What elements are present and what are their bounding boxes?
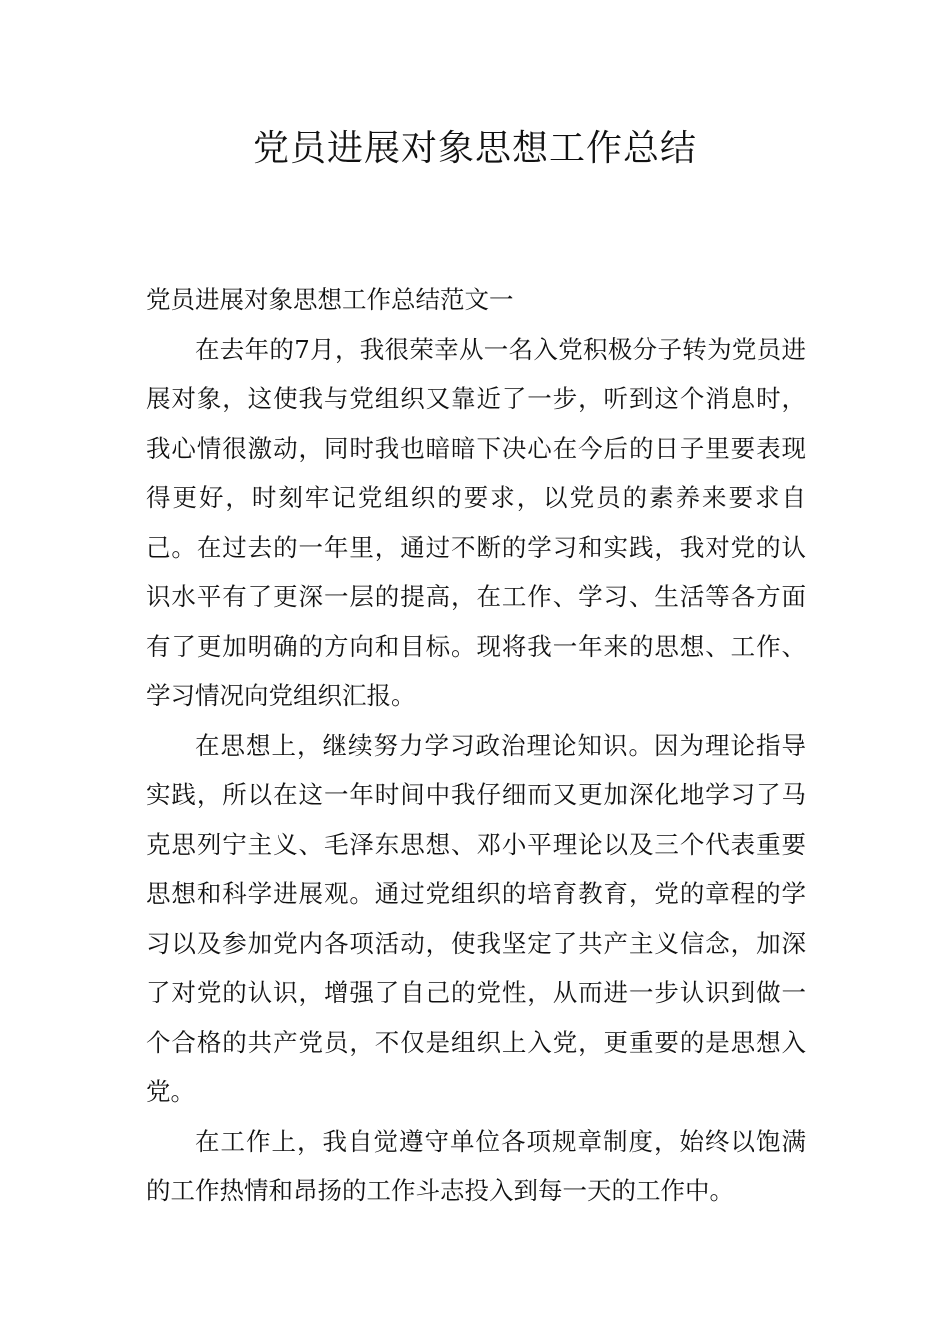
document-title: 党员进展对象思想工作总结 [252, 128, 697, 169]
paragraph-3: 在工作上，我自觉遵守单位各项规章制度，始终以饱满的工作热情和昂扬的工作斗志投入到每一天的工作中。 [146, 1126, 806, 1205]
paragraph-2: 在思想上，继续努力学习政治理论知识。因为理论指导实践，所以在这一年时间中我仔细而又更加深化地学习了马克思列宁主义、毛泽东思想、邓小平理论以及三个代表重要思想和科学进展观。通过党组织的培育教育，党的章程的学习以及参加党内各项活动，使我坚定了共产主义信念，加深了对党的认识，增强了自己的党性，从而进一步认识到做一个合格的共产党员，不仅是组织上入党，更重要的是思想入党。 [146, 730, 806, 1106]
paragraph-1: 在去年的7月，我很荣幸从一名入党积极分子转为党员进展对象，这使我与党组织又靠近了一步，听到这个消息时，我心情很激动，同时我也暗暗下决心在今后的日子里要表现得更好，时刻牢记党组织的要求，以党员的素养来要求自己。在过去的一年里，通过不断的学习和实践，我对党的认识水平有了更深一层的提高，在工作、学习、生活等各方面有了更加明确的方向和目标。现将我一年来的思想、工作、学习情况向党组织汇报。 [146, 334, 806, 710]
document-subtitle: 党员进展对象思想工作总结范文一 [146, 285, 514, 314]
document-body [146, 275, 806, 1216]
